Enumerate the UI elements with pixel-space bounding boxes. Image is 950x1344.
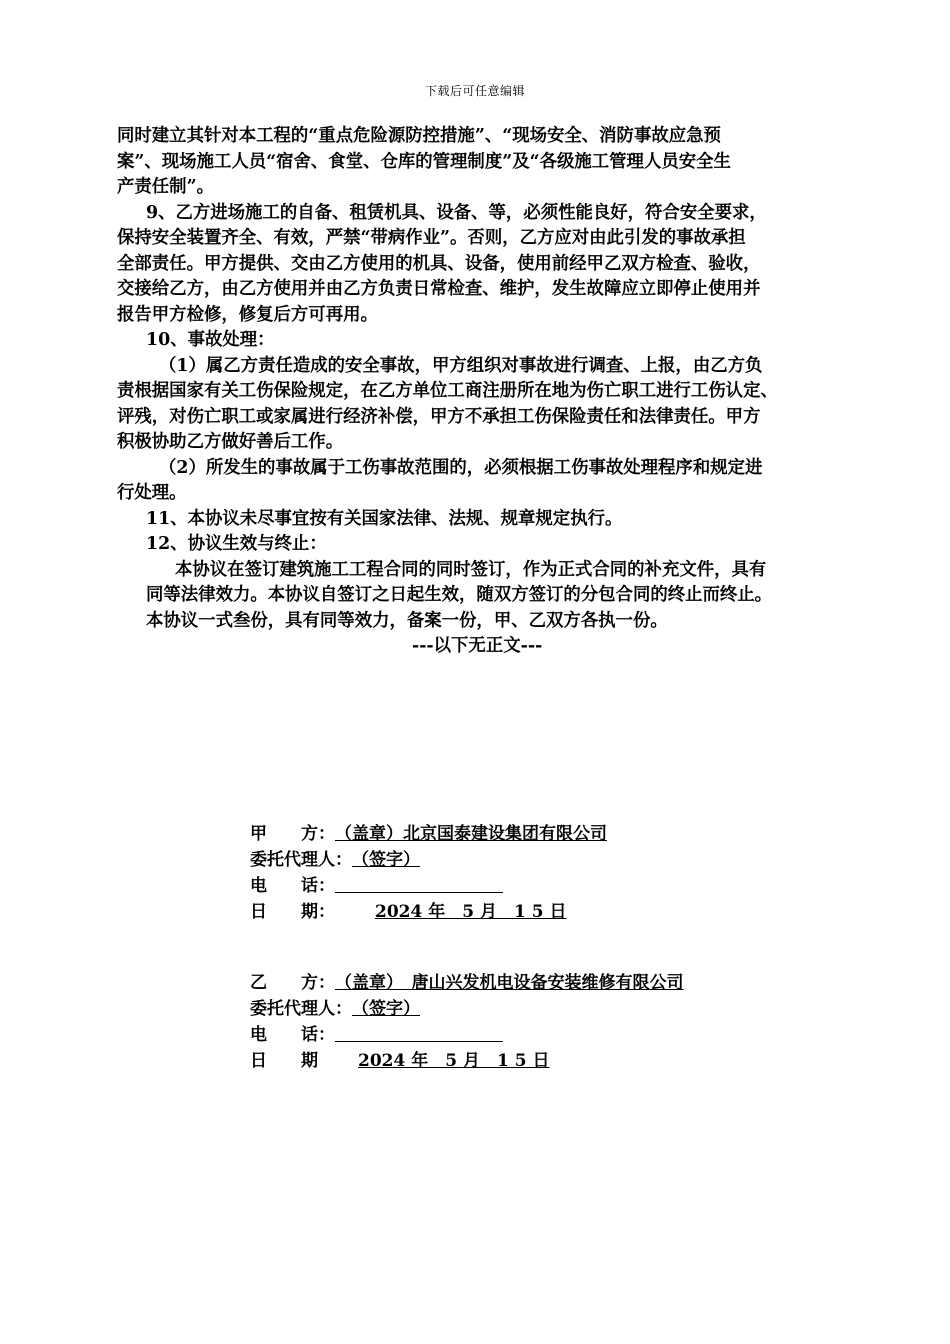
party-a-date: 2024 年 5 月 1 5 日 bbox=[375, 902, 567, 922]
page-header: 下载后可任意编辑 bbox=[424, 84, 525, 98]
clause-10-1: （1）属乙方责任造成的安全事故，甲方组织对事故进行调查、上报，由乙方负 bbox=[159, 355, 763, 376]
body-line: 产责任制”。 bbox=[117, 177, 214, 197]
body-line: 同等法律效力。本协议自签订之日起生效，随双方签订的分包合同的终止而终止。 bbox=[146, 585, 773, 605]
party-a-label: 甲 方： bbox=[250, 824, 335, 844]
body-line: 评残，对伤亡职工或家属进行经济补偿，甲方不承担工伤保险责任和法律责任。甲方 bbox=[117, 406, 761, 427]
body-line: 行处理。 bbox=[117, 483, 187, 503]
body-line: 本协议在签订建筑施工工程合同的同时签订，作为正式合同的补充文件，具有 bbox=[175, 559, 767, 580]
clause-9: 9、乙方进场施工的自备、租赁机具、设备、等，必须性能良好，符合安全要求， bbox=[146, 202, 767, 223]
party-b-phone-field bbox=[335, 1023, 503, 1042]
party-a-phone-field bbox=[335, 874, 503, 893]
body-line: 保持安全装置齐全、有效，严禁“带病作业”。否则，乙方应对由此引发的事故承担 bbox=[117, 228, 746, 248]
party-b-date: 2024 年 5 月 1 5 日 bbox=[358, 1051, 550, 1071]
party-b-name: （盖章） 唐山兴发机电设备安装维修有限公司 bbox=[335, 973, 684, 993]
party-a-name: （盖章）北京国泰建设集团有限公司 bbox=[335, 824, 607, 844]
party-a-agent-field: （签字） bbox=[352, 850, 420, 870]
clause-10-2: （2）所发生的事故属于工伤事故范围的，必须根据工伤事故处理程序和规定进 bbox=[159, 457, 763, 478]
clause-12: 12、协议生效与终止： bbox=[146, 534, 327, 554]
body-line: 本协议一式叁份，具有同等效力，备案一份，甲、乙双方各执一份。 bbox=[146, 610, 668, 631]
body-line: 积极协助乙方做好善后工作。 bbox=[117, 432, 344, 452]
body-line: 报告甲方检修，修复后方可再用。 bbox=[117, 304, 378, 325]
clause-11: 11、本协议未尽事宜按有关国家法律、法规、规章规定执行。 bbox=[146, 508, 623, 529]
party-a-agent-label: 委托代理人： bbox=[250, 850, 352, 870]
party-a-phone-label: 电 话： bbox=[250, 876, 335, 896]
party-b-phone-label: 电 话： bbox=[250, 1025, 335, 1045]
body-line: 全部责任。甲方提供、交由乙方使用的机具、设备，使用前经甲乙双方检查、验收， bbox=[117, 253, 761, 274]
party-b-agent-label: 委托代理人： bbox=[250, 999, 352, 1019]
party-a-signature-block bbox=[250, 821, 607, 925]
party-b-label: 乙 方： bbox=[250, 973, 335, 993]
party-b-signature-block bbox=[250, 970, 684, 1074]
clause-10: 10、事故处理： bbox=[146, 330, 275, 350]
agreement-body bbox=[117, 124, 837, 660]
body-line: 同时建立其针对本工程的“重点危险源防控措施”、“现场安全、消防事故应急预 bbox=[117, 126, 721, 146]
party-a-date-label: 日 期： bbox=[250, 902, 335, 922]
body-line: 交接给乙方，由乙方使用并由乙方负责日常检查、维护，发生故障应立即停止使用并 bbox=[117, 279, 761, 299]
end-of-text-marker: ---以下无正文--- bbox=[412, 636, 543, 656]
body-line: 责根据国家有关工伤保险规定，在乙方单位工商注册所在地为伤亡职工进行工伤认定、 bbox=[117, 381, 778, 401]
party-b-agent-field: （签字） bbox=[352, 999, 420, 1019]
body-line: 案”、现场施工人员“宿舍、食堂、仓库的管理制度”及“各级施工管理人员安全生 bbox=[117, 151, 731, 172]
party-b-date-label: 日 期 bbox=[250, 1051, 318, 1071]
